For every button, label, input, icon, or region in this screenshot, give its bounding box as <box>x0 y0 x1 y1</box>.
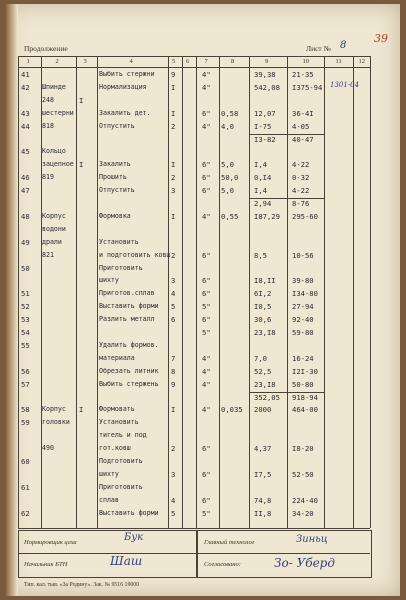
row-number: 47 <box>21 186 30 196</box>
grade-value: 4" <box>202 366 211 376</box>
handwritten-note: 1301-04 <box>330 80 360 89</box>
grade-value: 6" <box>202 289 211 299</box>
grade-value: 6" <box>202 160 211 170</box>
operation-name: сплав <box>99 495 119 504</box>
row-number: 54 <box>21 328 30 337</box>
approved-label: Согласовано: <box>204 561 241 568</box>
time-value: 30,6 <box>254 315 272 325</box>
document-sheet <box>6 4 400 596</box>
signature-norm-setter: Бук <box>124 532 144 543</box>
norm-setter-label: Нормировщик цеха <box>24 539 77 546</box>
part-name: водони <box>42 224 66 233</box>
time-value: 8,5 <box>254 250 267 260</box>
cost-value: 21-35 <box>292 70 314 79</box>
grade-value: 4" <box>202 82 211 92</box>
operation-number: 9 <box>171 379 176 389</box>
column-number: 7 <box>204 58 208 65</box>
chief-technologist-label: Главный технолог <box>204 539 255 546</box>
grade-value: 4" <box>202 70 211 79</box>
time-value: 4,37 <box>254 444 272 454</box>
grade-value: 5" <box>202 328 211 337</box>
operation-name: Выставить форми <box>99 508 159 517</box>
col-line <box>249 56 250 528</box>
subtotal-line <box>249 392 324 393</box>
time-value: 12,07 <box>254 108 276 118</box>
cost-value: 295-60 <box>292 211 318 221</box>
column-number: 3 <box>83 58 87 65</box>
col-line <box>219 56 220 528</box>
time-value: 39,38 <box>254 70 276 79</box>
row-number: 44 <box>21 121 30 131</box>
operation-name: Обрезать литник <box>99 366 159 375</box>
row-number: 50 <box>21 263 30 273</box>
cost-value: 0-32 <box>292 173 310 183</box>
operation-name: Выбить стержень <box>99 379 159 388</box>
operation-number: 9 <box>171 70 176 79</box>
cost-value: 464-00 <box>292 405 318 415</box>
col-line <box>287 56 288 528</box>
row-number: 55 <box>21 340 30 350</box>
part-name: зацепное <box>42 160 74 169</box>
operation-name: Нормализация <box>99 82 147 91</box>
operation-number: 2 <box>171 250 176 260</box>
grade-value: 4" <box>202 211 211 221</box>
part-name: Кольцо <box>42 147 66 156</box>
time-value: I,4 <box>254 160 267 170</box>
time-value: 2,94 <box>254 199 272 208</box>
col-line <box>76 56 77 528</box>
cost-value: I34-80 <box>292 289 318 299</box>
time-value: 352,05 <box>254 392 280 402</box>
operation-number: I <box>171 211 176 221</box>
cost-value: 4-22 <box>292 186 310 196</box>
signature-btn-head: Шаш <box>110 554 143 568</box>
cost-value: 92-40 <box>292 315 314 325</box>
row-number: 62 <box>21 508 30 518</box>
column-number: 8 <box>231 58 235 65</box>
operation-number: 3 <box>171 276 176 286</box>
btn-head-label: Начальник БТН <box>24 561 68 568</box>
cost-value: 918-94 <box>292 392 318 402</box>
row-number: 41 <box>21 70 30 79</box>
cost-value: 39-80 <box>292 276 314 286</box>
grade-value: 6" <box>202 315 211 325</box>
row-number: 53 <box>21 315 30 325</box>
table-top-line <box>18 56 370 57</box>
time-value: I87,29 <box>254 211 280 221</box>
norm-value: 0,58 <box>221 108 239 118</box>
operation-number: I <box>171 405 176 415</box>
operation-number: I <box>171 82 176 92</box>
time-value: II,8 <box>254 508 272 518</box>
col-line <box>353 56 354 528</box>
time-value: 74,8 <box>254 495 272 505</box>
operation-number: 3 <box>171 469 176 479</box>
time-value: 52,5 <box>254 366 272 376</box>
column-number: 1 <box>26 58 30 65</box>
col-line <box>324 56 325 528</box>
grade-value: 6" <box>202 495 211 505</box>
part-qty: I <box>79 160 84 170</box>
operation-number: I <box>171 160 176 170</box>
column-number: 4 <box>129 58 133 65</box>
cost-value: 4-05 <box>292 121 310 131</box>
grade-value: 6" <box>202 469 211 479</box>
operation-name: Формовка <box>99 211 131 220</box>
cost-value: 59-80 <box>292 328 314 337</box>
row-number: 59 <box>21 418 30 428</box>
row-number: 51 <box>21 289 30 299</box>
operation-name: Удалить формов. <box>99 340 159 349</box>
archive-page-number: 39 <box>374 32 388 45</box>
cost-value: I2I-30 <box>292 366 318 376</box>
col-line <box>18 56 19 528</box>
row-number: 45 <box>21 147 30 157</box>
part-name: драли <box>42 237 62 246</box>
continuation-title: Продолжение <box>24 44 68 53</box>
row-number: 57 <box>21 379 30 389</box>
col-line <box>182 56 183 528</box>
time-value: I0,5 <box>254 302 272 312</box>
operation-name: Отпустить <box>99 121 135 130</box>
norm-value: 5,0 <box>221 160 234 170</box>
subtotal-line <box>249 198 324 199</box>
operation-number: 7 <box>171 353 176 363</box>
operation-name: Выбить стержни <box>99 70 155 78</box>
footer-left-box <box>18 530 198 578</box>
cost-value: 4-22 <box>292 160 310 170</box>
sheet-label: Лист № <box>306 44 331 53</box>
subtotal-line <box>249 134 324 135</box>
column-number: 12 <box>358 58 365 65</box>
norm-value: 0,55 <box>221 211 239 221</box>
part-name: головки <box>42 418 70 427</box>
time-value: I,4 <box>254 186 267 196</box>
cost-value: I8-20 <box>292 444 314 454</box>
column-number: 2 <box>55 58 59 65</box>
part-name: Корпус <box>42 405 66 414</box>
cost-value: 50-80 <box>292 379 314 389</box>
part-qty: I <box>79 95 84 105</box>
operation-number: 4 <box>171 495 176 505</box>
operation-name: шихту <box>99 469 119 478</box>
footer-divider <box>18 553 370 554</box>
grade-value: 4" <box>202 405 211 415</box>
column-number: 5 <box>172 58 176 65</box>
operation-name: Прошить <box>99 173 127 182</box>
grade-value: 6" <box>202 108 211 118</box>
time-value: 2000 <box>254 405 272 415</box>
norm-value: 0,035 <box>221 405 243 415</box>
cost-value: 224-40 <box>292 495 318 505</box>
col-line <box>97 56 98 528</box>
norm-value: 50,0 <box>221 173 239 183</box>
grade-value: 6" <box>202 250 211 260</box>
cost-value: 52-50 <box>292 469 314 479</box>
cost-value: 27-94 <box>292 302 314 312</box>
grade-value: 6" <box>202 186 211 196</box>
row-number: 52 <box>21 302 30 312</box>
operation-number: 4 <box>171 289 176 299</box>
norm-value: 4,0 <box>221 121 234 131</box>
operation-number: I <box>171 108 176 118</box>
part-name: шестерни <box>42 108 74 117</box>
operation-name: Закалить <box>99 160 131 169</box>
time-value: 0,I4 <box>254 173 272 183</box>
part-qty: I <box>79 405 84 415</box>
time-value: 23,I8 <box>254 379 276 389</box>
operation-name: шихту <box>99 276 119 285</box>
part-name: 819 <box>42 173 54 182</box>
column-number: 10 <box>302 58 309 65</box>
grade-value: 5" <box>202 302 211 312</box>
operation-name: гот.ковш <box>99 444 131 453</box>
row-number: 61 <box>21 482 30 492</box>
table-bottom-line <box>18 528 370 529</box>
operation-name: Приготовить <box>99 263 143 272</box>
row-number: 49 <box>21 237 30 247</box>
footer-right-box <box>196 530 372 578</box>
row-number: 60 <box>21 457 30 466</box>
operation-name: и подготовить ковш <box>99 250 171 259</box>
printer-imprint: Тип. кал. тыв. «За Родину». Зак. № 9516 19000 <box>24 582 140 588</box>
col-line <box>196 56 197 528</box>
grade-value: 6" <box>202 173 211 183</box>
column-number: 6 <box>186 58 190 65</box>
time-value: 23,I8 <box>254 328 276 337</box>
operation-number: 2 <box>171 121 176 131</box>
operation-number: 6 <box>171 315 176 325</box>
time-value: I8,II <box>254 276 276 286</box>
operations-table <box>18 56 370 528</box>
operation-name: Установить <box>99 418 139 427</box>
operation-number: 2 <box>171 173 176 183</box>
operation-name: Разлить металл <box>99 315 155 324</box>
operation-number: 5 <box>171 302 176 312</box>
part-name: 821 <box>42 250 54 259</box>
cost-value: 40-47 <box>292 134 314 144</box>
column-number: 9 <box>265 58 269 65</box>
operation-name: Отпустить <box>99 186 135 195</box>
cost-value: 34-20 <box>292 508 314 518</box>
cost-value: 36-4I <box>292 108 314 118</box>
row-number: 56 <box>21 366 30 376</box>
grade-value: 6" <box>202 444 211 454</box>
grade-value: 4" <box>202 121 211 131</box>
operation-name: материала <box>99 353 135 362</box>
row-number: 43 <box>21 108 30 118</box>
col-line <box>168 56 169 528</box>
header-divider <box>18 67 370 68</box>
time-value: 7,0 <box>254 353 267 363</box>
operation-number: 5 <box>171 508 176 518</box>
col-line <box>370 56 371 528</box>
time-value: 6I,2 <box>254 289 272 299</box>
time-value: I7,5 <box>254 469 272 479</box>
binding-edge <box>6 4 18 596</box>
part-name: Шпинде <box>42 82 66 91</box>
grade-value: 4" <box>202 353 211 363</box>
norm-value: 5,0 <box>221 186 234 196</box>
time-value: I3-82 <box>254 134 276 144</box>
column-number: 11 <box>335 58 342 65</box>
cost-value: I375-94 <box>292 82 323 92</box>
grade-value: 6" <box>202 276 211 286</box>
cost-value: 16-24 <box>292 353 314 363</box>
sheet-number: 8 <box>340 40 347 51</box>
time-value: I-75 <box>254 121 272 131</box>
row-number: 48 <box>21 211 30 221</box>
operation-name: Установить <box>99 237 139 246</box>
operation-name: Приготовить <box>99 482 143 491</box>
operation-name: Закалить дет. <box>99 108 151 117</box>
part-name: Корпус <box>42 211 66 220</box>
time-value: 542,08 <box>254 82 280 92</box>
operation-name: Формовать <box>99 405 135 414</box>
operation-number: 8 <box>171 366 176 376</box>
part-name: 818 <box>42 121 54 130</box>
operation-name: Приготов.сплав <box>99 289 155 298</box>
part-name: 490 <box>42 444 54 453</box>
cost-value: 10-56 <box>292 250 314 260</box>
part-name: 248 <box>42 95 54 104</box>
operation-number: 3 <box>171 186 176 196</box>
grade-value: 5" <box>202 508 211 518</box>
grade-value: 4" <box>202 379 211 389</box>
signature-approved: Зо- Уберд <box>274 556 335 570</box>
row-number: 46 <box>21 173 30 183</box>
operation-name: Выставить форми <box>99 302 159 311</box>
operation-name: Подготовить <box>99 457 143 465</box>
row-number: 42 <box>21 82 30 92</box>
row-number: 58 <box>21 405 30 415</box>
operation-number: 2 <box>171 444 176 454</box>
operation-name: тигель и под <box>99 431 147 440</box>
cost-value: 8-76 <box>292 199 310 208</box>
signature-chief-technologist: Зиньц <box>296 534 328 545</box>
